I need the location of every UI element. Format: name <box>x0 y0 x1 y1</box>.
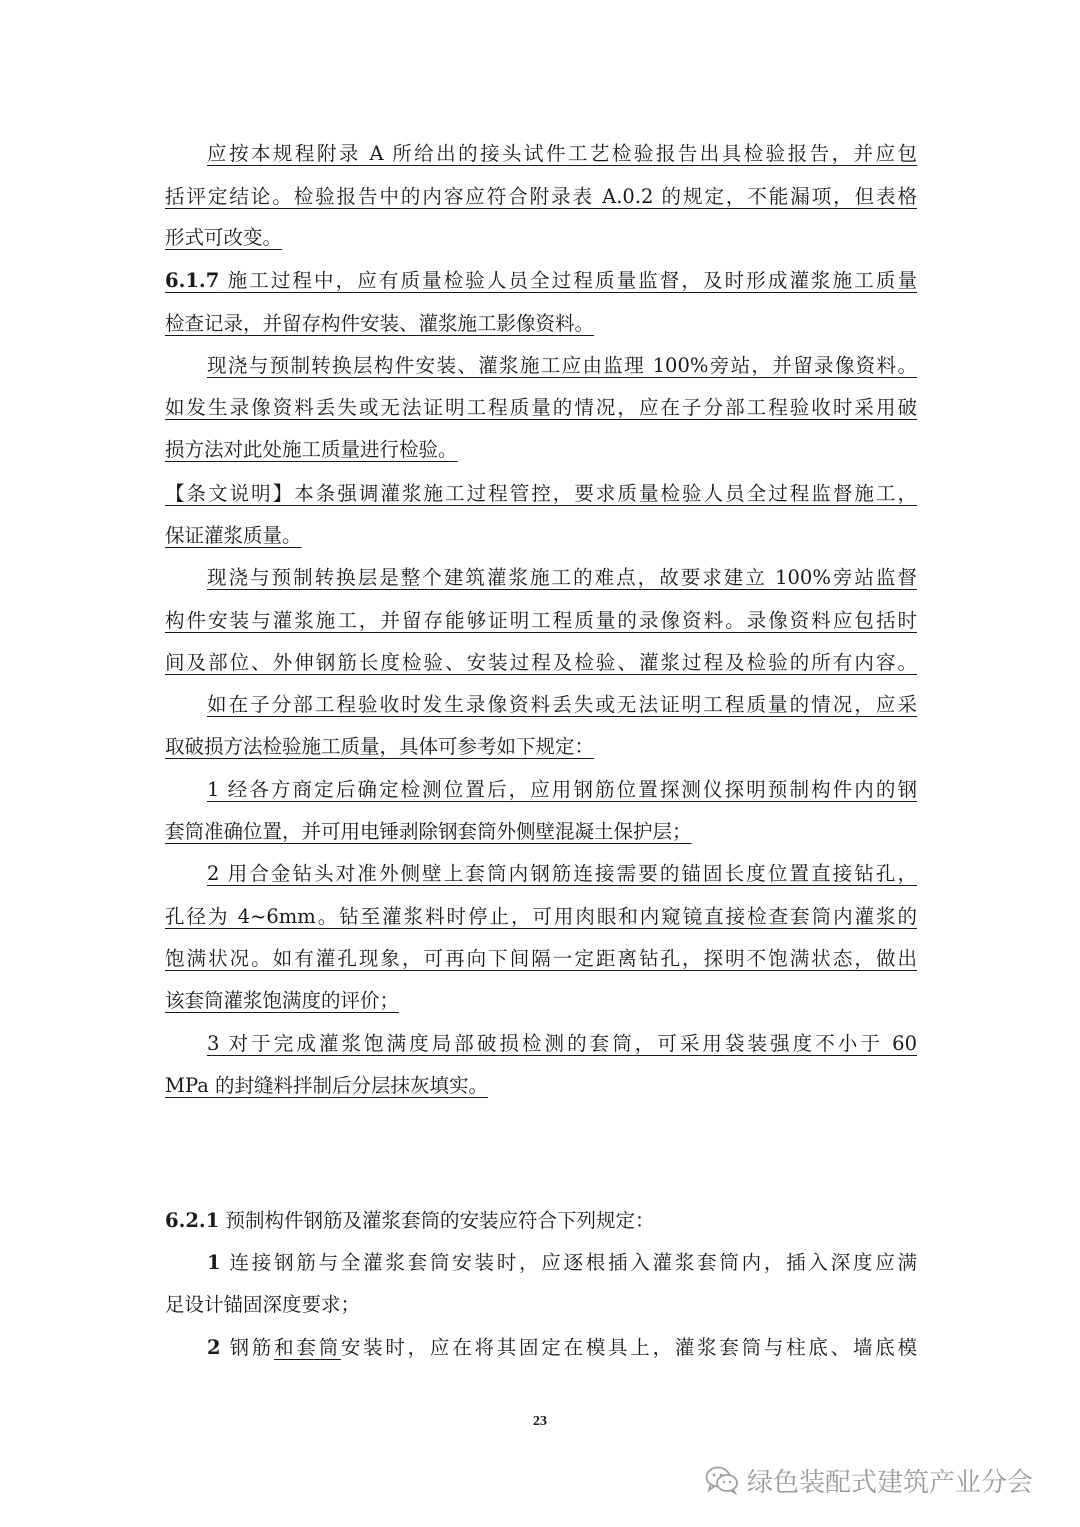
watermark <box>705 1462 1033 1498</box>
clause-6-1-7: 6.1.7 施工过程中，应有质量检验人员全过程质量监督，及时形成灌浆施工质量 <box>165 269 917 292</box>
text-line: 形式可改变。 <box>165 226 283 249</box>
text-line: 保证灌浆质量。 <box>165 524 302 547</box>
clause-number: 6.1.7 <box>165 269 220 292</box>
list-item: 2 用合金钻头对准外侧壁上套筒内钢筋连接需要的锚固长度位置直接钻孔， <box>207 862 917 885</box>
watermark-text: 绿色装配式建筑产业分会 <box>747 1467 1034 1498</box>
clause-6-2-1: 6.2.1 预制构件钢筋及灌浆套筒的安装应符合下列规定： <box>165 1209 655 1232</box>
list-item: 1 经各方商定后确定检测位置后，应用钢筋位置探测仪探明预制构件内的钢 <box>207 778 917 801</box>
section-heading <box>0 1137 1080 1167</box>
text-line: 饱满状况。如有灌孔现象，可再向下间隔一定距离钻孔，探明不饱满状态，做出 <box>165 947 917 970</box>
text-line: 该套筒灌浆饱满度的评价； <box>165 989 400 1012</box>
clause-number: 6.2.1 <box>165 1209 220 1232</box>
list-item: 1 连接钢筋与全灌浆套筒安装时，应逐根插入灌浆套筒内，插入深度应满 <box>207 1251 917 1274</box>
list-item: 3 对于完成灌浆饱满度局部破损检测的套筒，可采用袋装强度不小于 60 <box>207 1032 917 1055</box>
text-line: 套筒准确位置，并可用电锤剥除钢套筒外侧壁混凝土保护层； <box>165 820 692 843</box>
text-line: 括评定结论。检验报告中的内容应符合附录表 A.0.2 的规定，不能漏项，但表格 <box>165 185 917 208</box>
text-line: 现浇与预制转换层是整个建筑灌浆施工的难点，故要求建立 100%旁站监督 <box>207 566 917 589</box>
item-number: 1 <box>207 1251 221 1274</box>
text-line: 现浇与预制转换层构件安装、灌浆施工应由监理 100%旁站，并留录像资料。 <box>207 354 917 377</box>
page-number: 23 <box>533 1414 547 1429</box>
wechat-icon <box>705 1465 739 1495</box>
explanation-heading: 【条文说明】本条强调灌浆施工过程管控，要求质量检验人员全过程监督施工， <box>165 482 917 505</box>
list-item: 2 钢筋和套筒安装时，应在将其固定在模具上，灌浆套筒与柱底、墙底模 <box>207 1336 917 1359</box>
text-line: 孔径为 4~6mm。钻至灌浆料时停止，可用肉眼和内窥镜直接检查套筒内灌浆的 <box>165 905 917 928</box>
text-line: 检查记录，并留存构件安装、灌浆施工影像资料。 <box>165 312 595 335</box>
text-line: 如发生录像资料丢失或无法证明工程质量的情况，应在子分部工程验收时采用破 <box>165 396 917 419</box>
item-number: 2 <box>207 1336 221 1359</box>
text-line: 如在子分部工程验收时发生录像资料丢失或无法证明工程质量的情况，应采 <box>207 693 917 716</box>
text-line: MPa 的封缝料拌制后分层抹灰填实。 <box>165 1074 489 1097</box>
text-line: 间及部位、外伸钢筋长度检验、安装过程及检验、灌浆过程及检验的所有内容。 <box>165 651 917 674</box>
text-line: 损方法对此处施工质量进行检验。 <box>165 438 458 461</box>
text-line: 取破损方法检验施工质量，具体可参考如下规定： <box>165 735 595 758</box>
text-line: 应按本规程附录 A 所给出的接头试件工艺检验报告出具检验报告，并应包 <box>207 142 917 165</box>
text-line: 足设计锚固深度要求； <box>165 1293 361 1316</box>
text-line: 构件安装与灌浆施工，并留存能够证明工程质量的录像资料。录像资料应包括时 <box>165 609 917 632</box>
